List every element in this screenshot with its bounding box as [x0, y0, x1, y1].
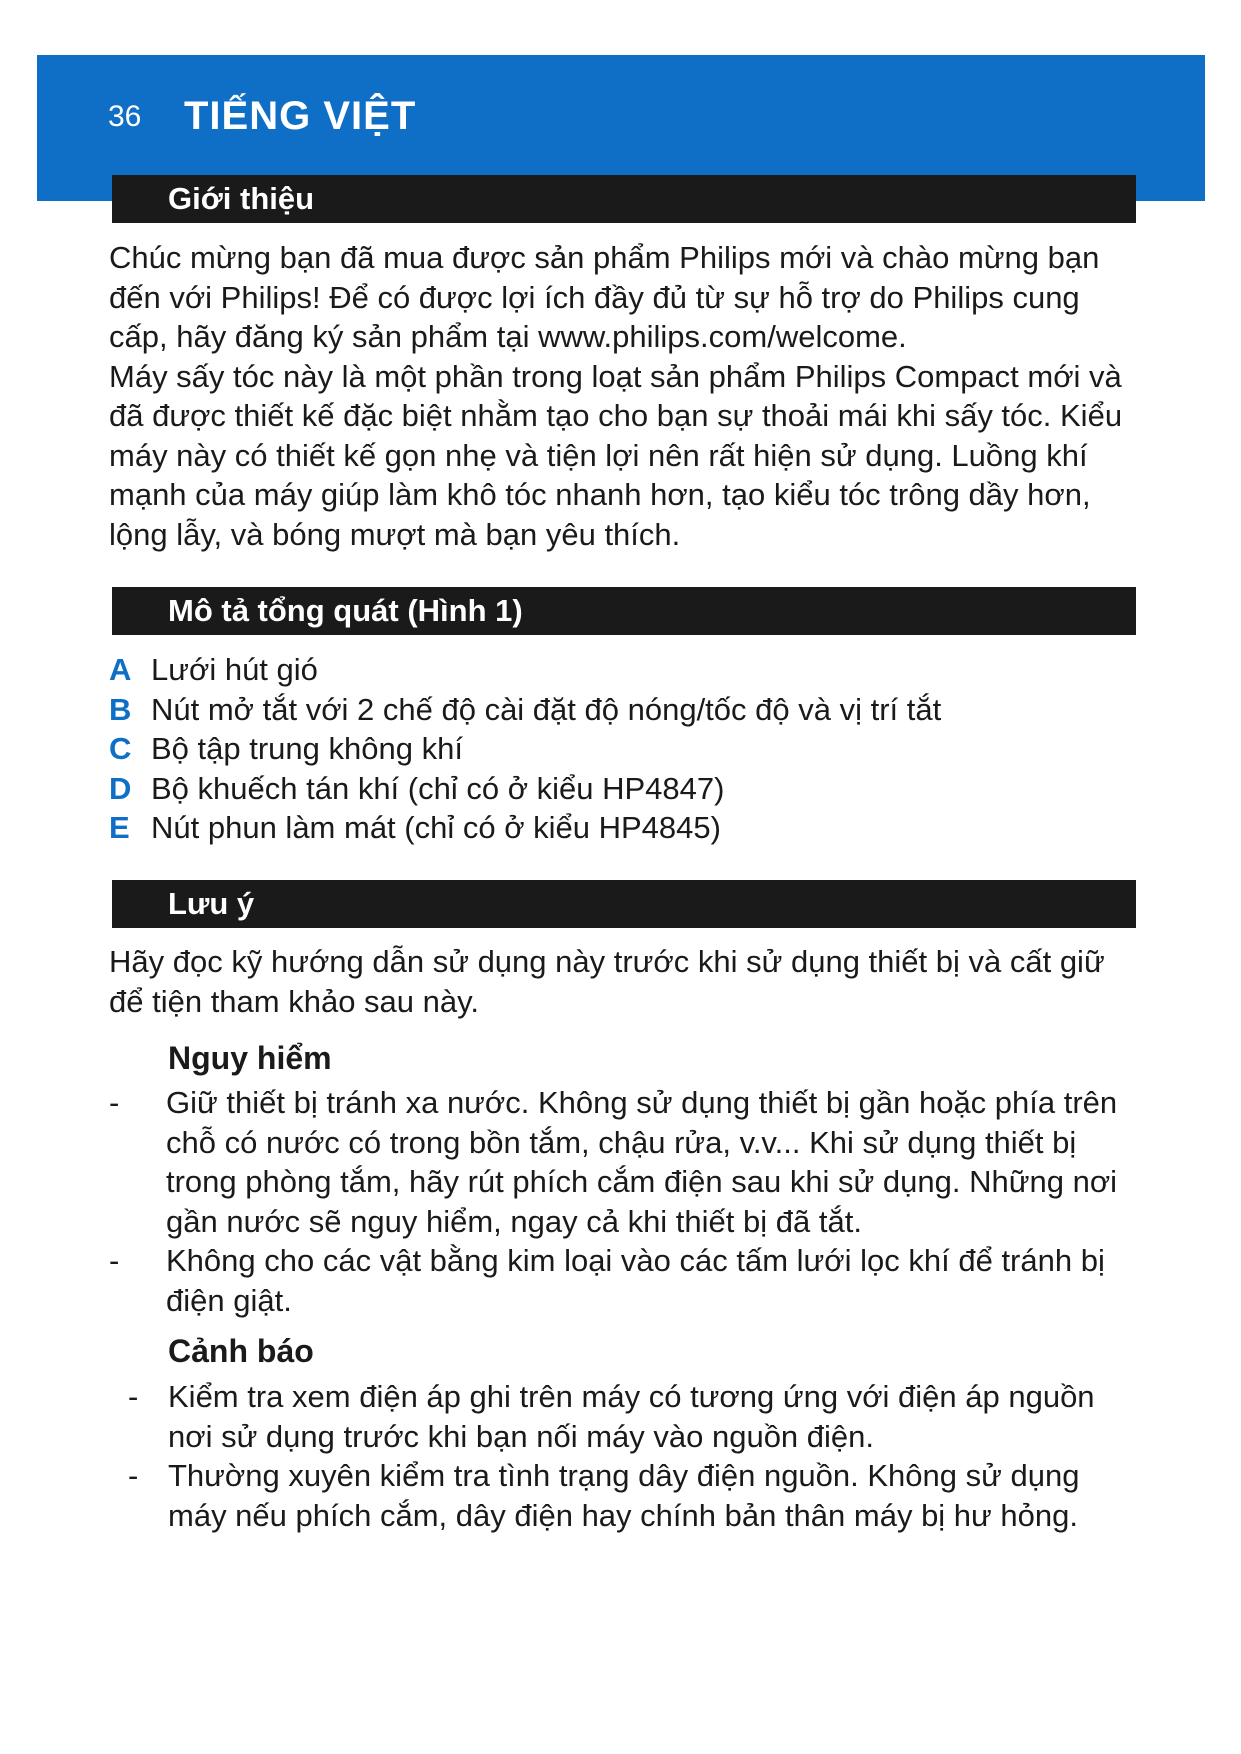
part-label: Bộ khuếch tán khí (chỉ có ở kiểu HP4847)	[151, 770, 725, 806]
warning-item-text: Kiểm tra xem điện áp ghi trên máy có tương ứng với điện áp nguồn nơi sử dụng trước khi bạn nối máy vào nguồn điện.	[168, 1379, 1095, 1454]
part-letter: A	[109, 652, 132, 687]
part-letter: D	[109, 770, 132, 806]
danger-item	[109, 1083, 1139, 1241]
dash-marker: -	[109, 1085, 120, 1120]
danger-item-text: Không cho các vật bằng kim loại vào các tấm lưới lọc khí để tránh bị điện giật.	[166, 1243, 1105, 1318]
part-item	[109, 690, 1139, 730]
intro-line: đến với Philips! Để có được lợi ích đầy đủ từ sự hỗ trợ do Philips cung	[109, 279, 1080, 315]
notice-line: để tiện tham khảo sau này.	[109, 983, 479, 1019]
warning-heading: Cảnh báo	[168, 1333, 314, 1369]
dash-marker: -	[109, 1243, 120, 1278]
dash-marker: -	[128, 1458, 139, 1493]
part-item	[109, 808, 1139, 848]
notice-text	[109, 942, 1139, 1021]
section-heading-notice: Lưu ý	[112, 880, 1136, 928]
notice-line: Hãy đọc kỹ hướng dẫn sử dụng này trước khi sử dụng thiết bị và cất giữ	[109, 944, 1105, 979]
section-heading-description: Mô tả tổng quát (Hình 1)	[112, 587, 1136, 635]
danger-heading: Nguy hiểm	[168, 1040, 332, 1076]
warning-list	[128, 1377, 1138, 1535]
part-letter: B	[109, 691, 132, 727]
language-title: TIẾNG VIỆT	[184, 94, 417, 138]
part-letter: C	[109, 731, 132, 766]
warning-item	[128, 1456, 1138, 1535]
part-list	[109, 650, 1139, 848]
intro-line: máy này có thiết kế gọn nhẹ và tiện lợi nên rất hiện sử dụng. Luồng khí	[109, 437, 1088, 473]
part-label: Nút phun làm mát (chỉ có ở kiểu HP4845)	[151, 810, 721, 845]
intro-line: cấp, hãy đăng ký sản phẩm tại www.philips.com/welcome.	[109, 319, 907, 354]
intro-text	[109, 238, 1139, 554]
intro-line: mạnh của máy giúp làm khô tóc nhanh hơn, tạo kiểu tóc trông dầy hơn,	[109, 477, 1091, 512]
page-number: 36	[108, 100, 142, 133]
part-item	[109, 650, 1139, 690]
intro-line: lộng lẫy, và bóng mượt mà bạn yêu thích.	[109, 516, 681, 552]
part-letter: E	[109, 810, 130, 845]
intro-line: Chúc mừng bạn đã mua được sản phẩm Philips mới và chào mừng bạn	[109, 240, 1100, 275]
part-label: Nút mở tắt với 2 chế độ cài đặt độ nóng/tốc độ và vị trí tắt	[151, 691, 942, 727]
part-item	[109, 729, 1139, 769]
part-label: Bộ tập trung không khí	[151, 731, 463, 766]
section-heading-intro: Giới thiệu	[112, 175, 1136, 223]
intro-line: đã được thiết kế đặc biệt nhằm tạo cho bạn sự thoải mái khi sấy tóc. Kiểu	[109, 398, 1123, 433]
danger-list	[109, 1083, 1139, 1320]
warning-item	[128, 1377, 1138, 1456]
part-item	[109, 769, 1139, 809]
warning-item-text: Thường xuyên kiểm tra tình trạng dây điện nguồn. Không sử dụng máy nếu phích cắm, dây điện hay chính bản thân máy bị hư hỏng.	[168, 1458, 1080, 1533]
dash-marker: -	[128, 1379, 139, 1414]
intro-line: Máy sấy tóc này là một phần trong loạt sản phẩm Philips Compact mới và	[109, 358, 1122, 394]
danger-item-text: Giữ thiết bị tránh xa nước. Không sử dụng thiết bị gần hoặc phía trên chỗ có nước có trong bồn tắm, chậu rửa, v.v... Khi sử dụng thiết bị trong phòng tắm, hãy rút phích cắm điện sau khi sử dụng. Những nơi gần nước sẽ nguy hiểm, ngay cả khi thiết bị đã tắt.	[166, 1085, 1118, 1239]
danger-item	[109, 1241, 1139, 1320]
part-label: Lưới hút gió	[151, 652, 318, 687]
